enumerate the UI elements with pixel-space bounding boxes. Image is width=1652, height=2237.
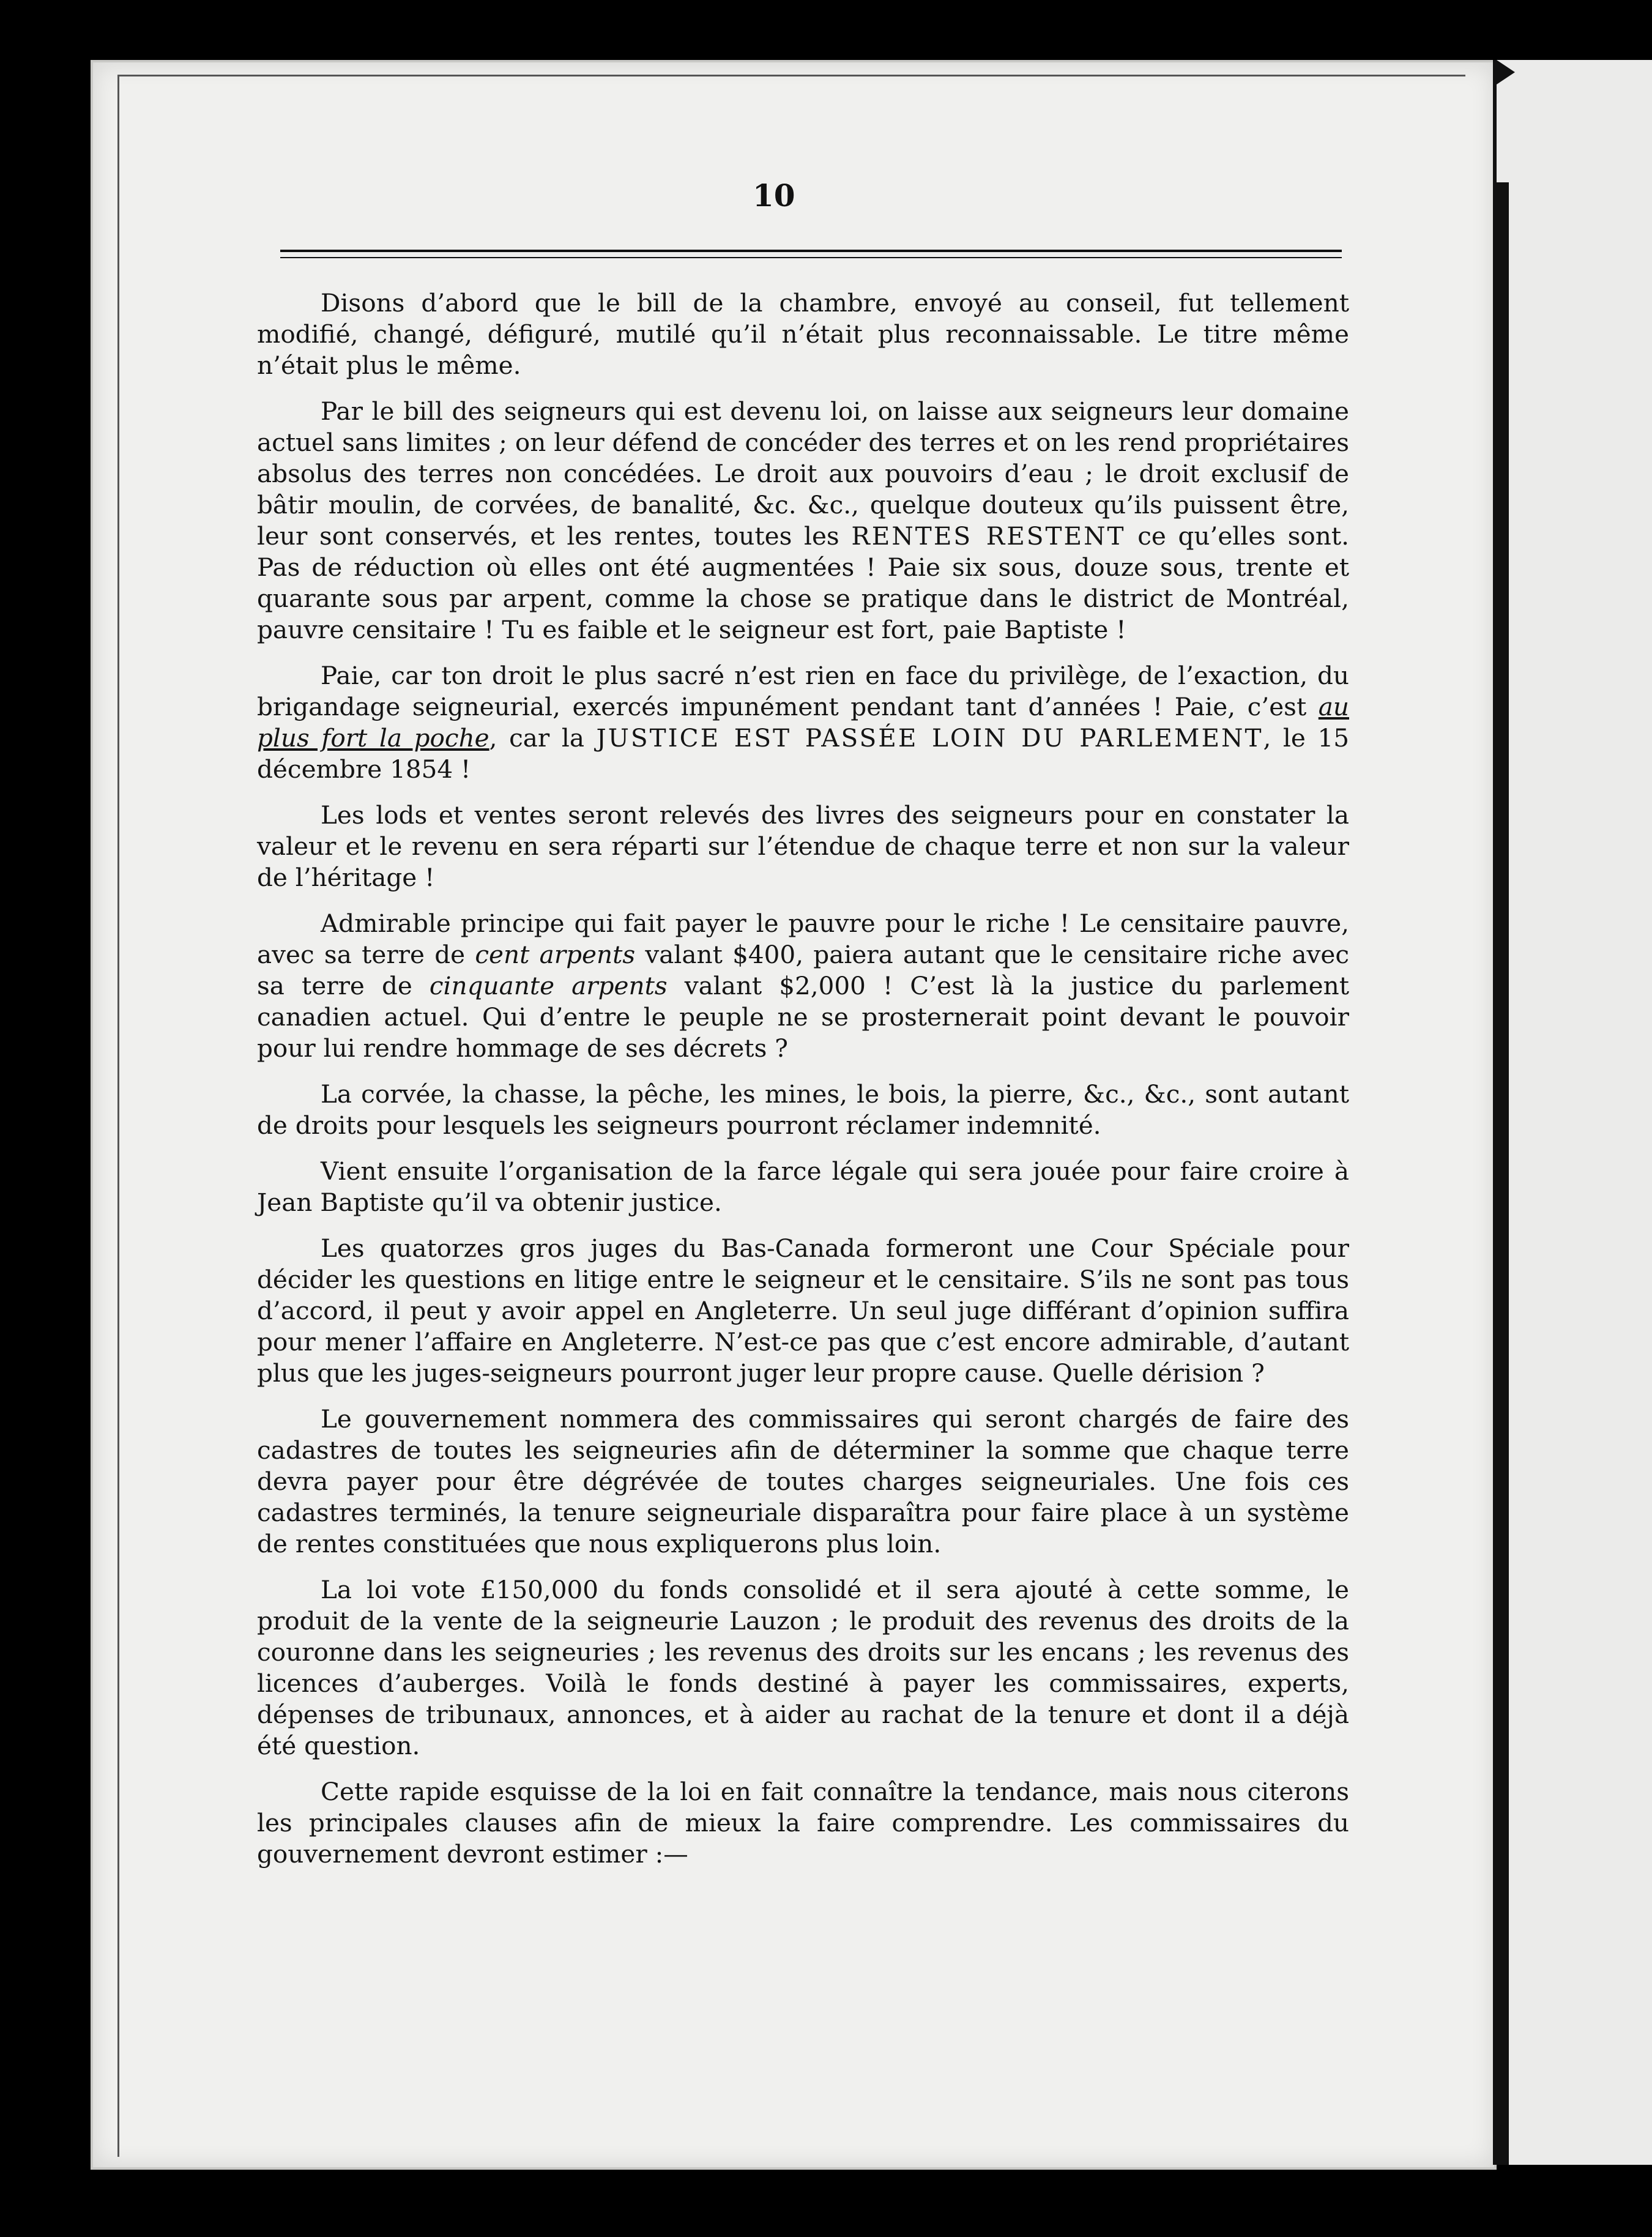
body-text [257, 288, 1349, 1885]
emphasis-caps: RENTES RESTENT [851, 521, 1126, 551]
paragraph: Vient ensuite l’organisation de la farce légale qui sera jouée pour faire croire à Jean Baptiste qu’il va obtenir justice. [257, 1156, 1349, 1217]
paragraph: Les lods et ventes seront relevés des livres des seigneurs pour en constater la valeur et le revenu en sera réparti sur l’étendue de chaque terre et non sur la valeur de l’héritage ! [257, 800, 1349, 892]
page-number: 10 [753, 177, 795, 214]
paragraph: Par le bill des seigneurs qui est devenu loi, on laisse aux seigneurs leur domaine actuel sans limites ; on leur défend de concéder des terres et on les rend propriétaires absolus des terres non concédées. Le droit aux pouvoirs d’eau ; le droit exclusif de bâtir moulin, de corvées, de banalité, &c. &c., quelque douteux qu’ils puissent être, leur sont conservés, et les rentes, toutes les RENTES RESTENT ce qu’elles sont. Pas de réduction où elles ont été augmentées ! Paie six sous, douze sous, trente et quarante sous par arpent, comme la chose se pratique dans le district de Montréal, pauvre censitaire ! Tu es faible et le seigneur est fort, paie Baptiste ! [257, 396, 1349, 644]
adjacent-page-edge [1493, 60, 1652, 2165]
paragraph: Le gouvernement nommera des commissaires qui seront chargés de faire des cadastres de toutes les seigneuries afin de déterminer la somme que chaque terre devra payer pour être dégrévée de toutes charges seigneuriales. Une fois ces cadastres terminés, la tenure seigneuriale disparaîtra pour faire place à un système de rentes constituées que nous expliquerons plus loin. [257, 1404, 1349, 1558]
paragraph: La loi vote £150,000 du fonds consolidé et il sera ajouté à cette somme, le produit de la vente de la seigneurie Lauzon ; le produit des revenus des droits de la couronne dans les seigneuries ; les revenus des droits sur les encans ; les revenus des licences d’auberges. Voilà le fonds destiné à payer les commissaires, experts, dépenses de tribunaux, annonces, et à aider au rachat de la tenure et dont il a déjà été question. [257, 1575, 1349, 1760]
emphasis-caps: JUSTICE EST PASSÉE LOIN DU PARLEMENT [596, 723, 1263, 753]
header-rule-thick [280, 250, 1342, 252]
paragraph: Paie, car ton droit le plus sacré n’est rien en face du privilège, de l’exaction, du brigandage seigneurial, exercés impunément pendant tant d’années ! Paie, c’est au plus fort la poche, car la JUSTICE EST PASSÉE LOIN DU PARLEMENT, le 15 décembre 1854 ! [257, 661, 1349, 784]
paragraph: Cette rapide esquisse de la loi en fait connaître la tendance, mais nous citerons les principales clauses afin de mieux la faire comprendre. Les commissaires du gouvernement devront estimer :— [257, 1777, 1349, 1869]
paragraph: Disons d’abord que le bill de la chambre, envoyé au conseil, fut tellement modifié, changé, défiguré, mutilé qu’il n’était plus reconnaissable. Le titre même n’était plus le même. [257, 288, 1349, 380]
paragraph: La corvée, la chasse, la pêche, les mines, le bois, la pierre, &c., &c., sont autant de droits pour lesquels les seigneurs pourront réclamer indemnité. [257, 1079, 1349, 1140]
binding-marks-icon [1497, 60, 1652, 2165]
emphasis-italic: au plus fort la poche [257, 692, 1349, 753]
emphasis-italic: cinquante arpents [429, 971, 668, 1000]
paragraph: Admirable principe qui fait payer le pauvre pour le riche ! Le censitaire pauvre, avec sa terre de cent arpents valant $400, paiera autant que le censitaire riche avec sa terre de cinquante arpents valant $2,000 ! C’est là la justice du parlement canadien actuel. Qui d’entre le peuple ne se prosternerait point devant le pouvoir pour lui rendre hommage de ses décrets ? [257, 909, 1349, 1063]
emphasis-italic: cent arpents [475, 940, 636, 969]
header-rule-thin [280, 257, 1342, 258]
paragraph: Les quatorzes gros juges du Bas-Canada formeront une Cour Spéciale pour décider les questions en litige entre le seigneur et le censitaire. S’ils ne sont pas tous d’accord, il peut y avoir appel en Angleterre. Un seul juge différant d’opinion suffira pour mener l’affaire en Angleterre. N’est-ce pas que c’est encore admirable, d’autant plus que les juges-seigneurs pourront juger leur propre cause. Quelle dérision ? [257, 1234, 1349, 1388]
